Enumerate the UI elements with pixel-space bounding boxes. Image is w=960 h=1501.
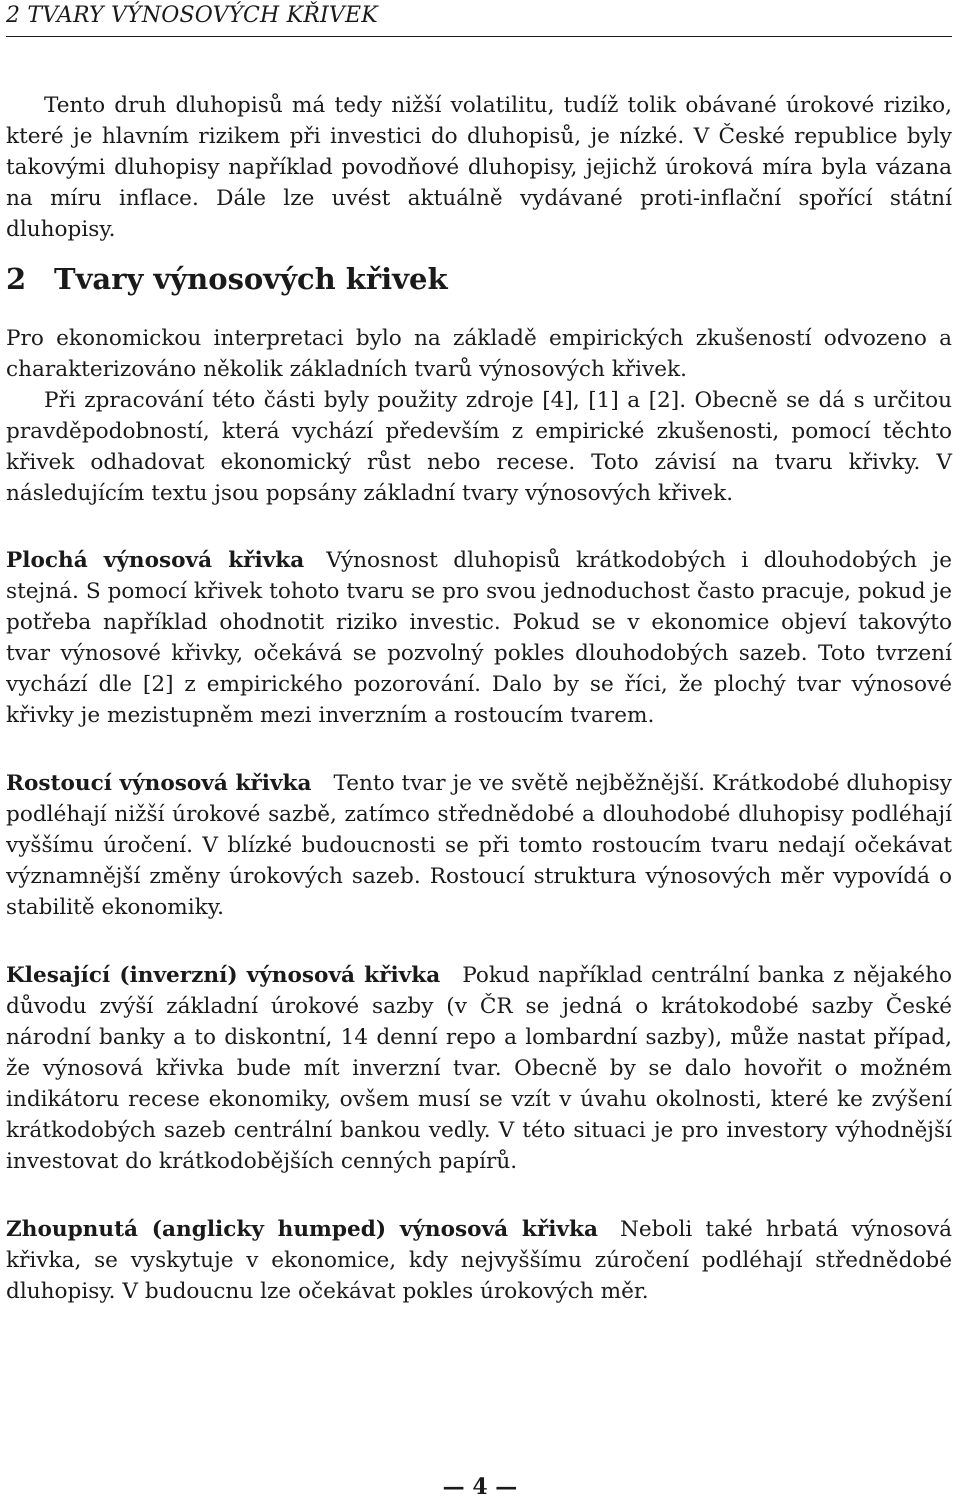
curve-text-rising: Tento tvar je ve světě nejběžnější. Krátkodobé dluhopisy podléhají nižší úrokové sazbě, zatímco střednědobé a dlouhodobé dluhopisy podléhají vyššímu úročení. V blízké budoucnosti se při tomto rostoucím tvaru nedají očekávat významnější změny úrokových sazeb. Rostoucí struktura výnosových měr vypovídá o stabilitě ekonomiky.: [6, 771, 952, 920]
section-heading: [6, 260, 448, 298]
curve-paragraph-humped: [6, 1214, 952, 1307]
section-paragraph-2: Při zpracování této části byly použity zdroje [4], [1] a [2]. Obecně se dá s určitou pravděpodobností, která vychází především z empirické zkušenosti, pomocí těchto křivek odhadovat ekonomický růst nebo recese. Toto závisí na tvaru křivky. V následujícím textu jsou popsány základní tvary výnosových křivek.: [6, 388, 952, 506]
curve-title-inverse: Klesající (inverzní) výnosová křivka: [6, 963, 441, 988]
curve-title-humped: Zhoupnutá (anglicky humped) výnosová křivka: [6, 1217, 598, 1242]
curve-text-humped: Neboli také hrbatá výnosová křivka, se vyskytuje v ekonomice, kdy nejvyššímu zúročení podléhají střednědobé dluhopisy. V budoucnu lze očekávat pokles úrokových měr.: [6, 1217, 952, 1304]
curve-paragraph-inverse: [6, 960, 952, 1177]
running-header: [6, 0, 952, 37]
running-header-title: 2 TVARY VÝNOSOVÝCH KŘIVEK: [6, 3, 378, 28]
section-title: Tvary výnosových křivek: [54, 262, 448, 296]
section-number: 2: [6, 262, 27, 296]
curve-text-flat: Výnosnost dluhopisů krátkodobých i dlouhodobých je stejná. S pomocí křivek tohoto tvaru se pro svou jednoduchost často pracuje, pokud je potřeba například ohodnotit riziko investic. Pokud se v ekonomice objeví takovýto tvar výnosové křivky, očekává se pozvolný pokles dlouhodobých sazeb. Toto tvrzení vychází dle [2] z empirického pozorování. Dalo by se říci, že plochý tvar výnosové křivky je mezistupněm mezi inverzním a rostoucím tvarem.: [6, 548, 952, 728]
intro-paragraph: Tento druh dluhopisů má tedy nižší volatilitu, tudíž tolik obávané úrokové riziko, které je hlavním rizikem při investici do dluhopisů, je nízké. V České republice byly takovými dluhopisy například povodňové dluhopisy, jejichž úroková míra byla vázana na míru inflace. Dále lze uvést aktuálně vydávané proti-inflační spořící státní dluhopisy.: [6, 93, 952, 242]
page-number: — 4 —: [442, 1474, 518, 1500]
curve-title-flat: Plochá výnosová křivka: [6, 548, 305, 573]
curve-text-inverse: Pokud například centrální banka z nějakého důvodu zvýší základní úrokové sazby (v ČR se jedná o krátokodobé sazby České národní banky a to diskontní, 14 denní repo a lombardní sazby), může nastat případ, že výnosová křivka bude mít inverzní tvar. Obecně by se dalo hovořit o možném indikátoru recese ekonomiky, ovšem musí se vzít v úvahu okolnosti, které ke zvýšení krátkodobých sazeb centrální bankou vedly. V této situaci je pro investory výhodnější investovat do krátkodobějších cenných papírů.: [6, 963, 953, 1174]
curve-paragraph-flat: [6, 545, 952, 731]
section-paragraph-1: Pro ekonomickou interpretaci bylo na základě empirických zkušeností odvozeno a charakterizováno několik základních tvarů výnosových křivek.: [6, 326, 952, 382]
curve-title-rising: Rostoucí výnosová křivka: [6, 771, 312, 796]
curve-paragraph-rising: [6, 768, 952, 923]
